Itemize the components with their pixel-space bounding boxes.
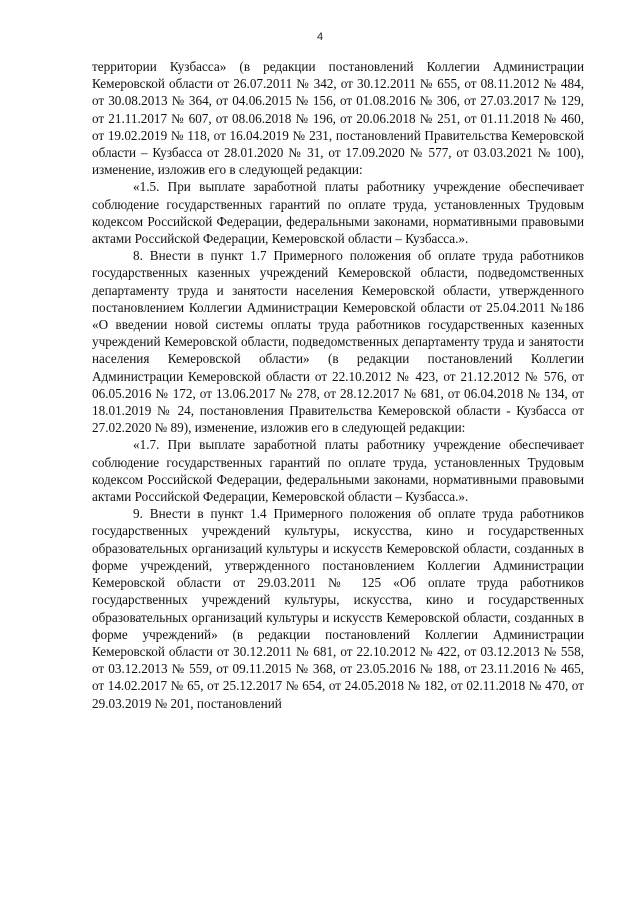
paragraph-item-8: 8. Внести в пункт 1.7 Примерного положения об оплате труда работников государственных казенных учреждений Кемеровской области, подведомственных департаменту труда и занятости населения Кемеровской области, утвержденного постановлением Коллегии Администрации Кемеровской области от 25.04.2011 №186 «О введении новой системы оплаты труда работников государственных казенных учреждений Кемеровской области, подведомственных департаменту труда и занятости населения Кемеровской области» (в редакции постановлений Коллегии Администрации Кемеровской области от 22.10.2012 № 423, от 21.12.2012 № 576, от 06.05.2016 № 172, от 13.06.2017 № 278, от 28.12.2017 № 681, от 06.04.2018 № 134, от 18.01.2019 № 24, постановления Правительства Кемеровской области - Кузбасса от 27.02.2020 № 89), изменение, изложив его в следующей редакции:: [92, 248, 584, 436]
page-number: 4: [316, 31, 324, 43]
paragraph-item-9: 9. Внести в пункт 1.4 Примерного положения об оплате труда работников государственных учреждений культуры, искусства, кино и государственных образовательных организаций культуры и искусств Кемеровской области, созданных в форме учреждений, утвержденного постановлением Коллегии Администрации Кемеровской области от 29.03.2011 № 125 «Об оплате труда работников государственных учреждений культуры, искусства, кино и государственных образовательных организаций культуры и искусств Кемеровской области, созданных в форме учреждений» (в редакции постановлений Коллегии Администрации Кемеровской области от 30.12.2011 № 681, от 22.10.2012 № 422, от 03.12.2013 № 558, от 03.12.2013 № 559, от 09.11.2015 № 368, от 23.05.2016 № 188, от 23.11.2016 № 465, от 14.02.2017 № 65, от 25.12.2017 № 654, от 24.05.2018 № 182, от 02.11.2018 № 470, от 29.03.2019 № 201, постановлений: [92, 506, 584, 711]
paragraph-continuation: территории Кузбасса» (в редакции постановлений Коллегии Администрации Кемеровской области от 26.07.2011 № 342, от 30.12.2011 № 655, от 08.11.2012 № 484, от 30.08.2013 № 364, от 04.06.2015 № 156, от 01.08.2016 № 306, от 27.03.2017 № 129, от 21.11.2017 № 607, от 08.06.2018 № 196, от 20.06.2018 № 251, от 01.11.2018 № 460, от 19.02.2019 № 118, от 16.04.2019 № 231, постановлений Правительства Кемеровской области – Кузбасса от 28.01.2020 № 31, от 17.09.2020 № 577, от 03.03.2021 № 100), изменение, изложив его в следующей редакции:: [92, 59, 584, 178]
document-body: [92, 58, 584, 712]
paragraph-quote-1-5: «1.5. При выплате заработной платы работнику учреждение обеспечивает соблюдение государственных гарантий по оплате труда, установленных Трудовым кодексом Российской Федерации, федеральными законами, нормативными правовыми актами Российской Федерации, Кемеровской области – Кузбасса.».: [92, 179, 584, 247]
paragraph-quote-1-7: «1.7. При выплате заработной платы работнику учреждение обеспечивает соблюдение государственных гарантий по оплате труда, установленных Трудовым кодексом Российской Федерации, федеральными законами, нормативными правовыми актами Российской Федерации, Кемеровской области – Кузбасса.».: [92, 437, 584, 505]
